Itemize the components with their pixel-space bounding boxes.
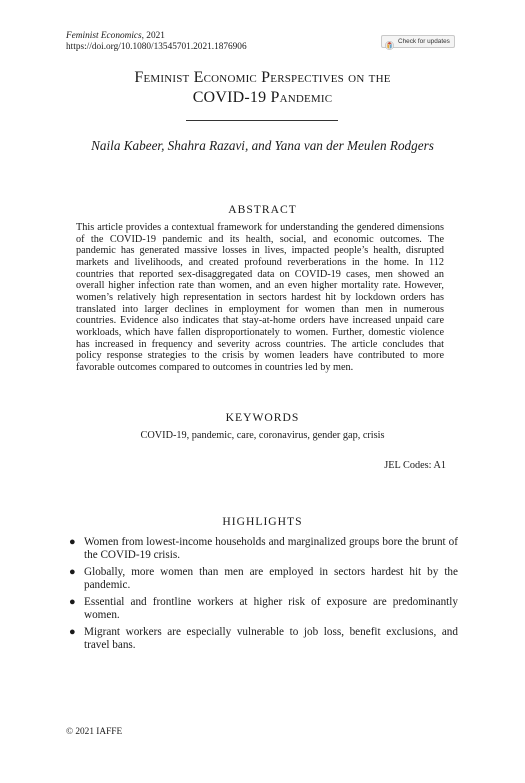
journal-name: Feminist Economics bbox=[66, 31, 142, 41]
highlight-text: Essential and frontline workers at higher risk of exposure are predominantly women. bbox=[84, 596, 458, 622]
copyright-notice: © 2021 IAFFE bbox=[66, 727, 123, 737]
highlight-item bbox=[66, 596, 458, 622]
title-divider bbox=[186, 120, 338, 121]
journal-citation bbox=[66, 31, 165, 42]
check-for-updates-label: Check for updates bbox=[398, 38, 450, 45]
jel-codes: JEL Codes: A1 bbox=[384, 460, 446, 471]
doi-link[interactable]: https://doi.org/10.1080/13545701.2021.1876906 bbox=[66, 42, 247, 52]
bullet-icon: ● bbox=[69, 566, 76, 578]
bullet-icon: ● bbox=[69, 536, 76, 548]
check-for-updates-icon bbox=[385, 37, 394, 46]
check-for-updates-button[interactable] bbox=[381, 35, 455, 48]
highlight-text: Migrant workers are especially vulnerable to job loss, benefit exclusions, and travel bans. bbox=[84, 626, 458, 652]
highlights-list bbox=[66, 536, 458, 656]
highlight-item bbox=[66, 536, 458, 562]
article-title-line-1: Feminist Economic Perspectives on the bbox=[134, 69, 391, 86]
highlight-item bbox=[66, 566, 458, 592]
abstract-text: This article provides a contextual framework for understanding the gendered dimensions of the COVID-19 pandemic and its health, social, and economic outcomes. The pandemic has generated massive losses in lives, impacted people’s health, disrupted markets and livelihoods, and created profound reverberations in the home. In 112 countries that reported sex-disaggregated data on COVID-19 cases, men showed an overall higher infection rate than women, and an even higher mortality rate. However, women’s relatively high representation in sectors hardest hit by lockdown orders has translated into larger declines in employment for women than men in numerous countries. Evidence also indicates that stay-at-home orders have increased unpaid care workloads, which have fallen disproportionately to women. Further, domestic violence has increased in frequency and severity across countries. The article concludes that policy response strategies to the crisis by women leaders have contributed to more favorable outcomes compared to outcomes in countries led by men. bbox=[76, 222, 444, 373]
highlight-item bbox=[66, 626, 458, 652]
highlights-heading: HIGHLIGHTS bbox=[222, 515, 303, 528]
highlight-text: Globally, more women than men are employed in sectors hardest hit by the pandemic. bbox=[84, 566, 458, 592]
article-title-line-2: COVID-19 Pandemic bbox=[192, 89, 333, 106]
highlight-text: Women from lowest-income households and marginalized groups bore the brunt of the COVID-19 crisis. bbox=[84, 536, 458, 562]
bullet-icon: ● bbox=[69, 626, 76, 638]
bullet-icon: ● bbox=[69, 596, 76, 608]
keywords-text: COVID-19, pandemic, care, coronavirus, gender gap, crisis bbox=[140, 430, 385, 441]
abstract-heading: ABSTRACT bbox=[228, 203, 297, 216]
keywords-heading: KEYWORDS bbox=[225, 411, 300, 424]
journal-year: , 2021 bbox=[141, 31, 165, 41]
author-list: Naila Kabeer, Shahra Razavi, and Yana van der Meulen Rodgers bbox=[91, 138, 434, 153]
